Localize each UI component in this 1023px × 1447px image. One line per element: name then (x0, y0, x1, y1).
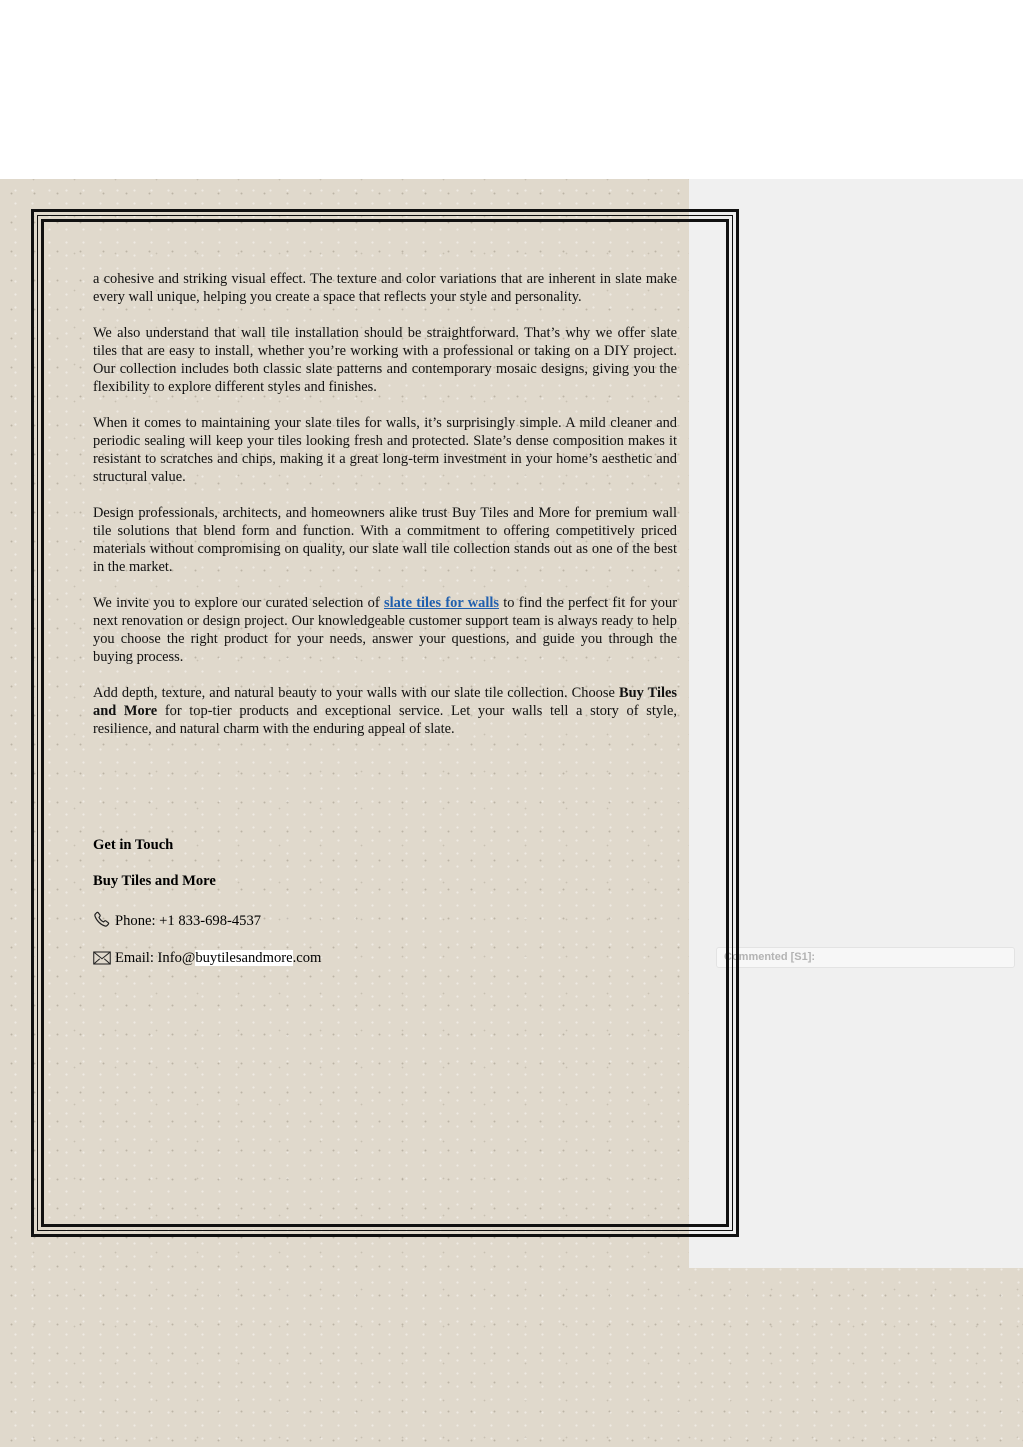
contact-company: Buy Tiles and More (93, 873, 216, 889)
phone-icon (93, 910, 111, 933)
contact-heading: Get in Touch (93, 837, 174, 853)
phone-text: Phone: +1 833-698-4537 (115, 913, 262, 929)
paragraph-text: to find the perfect fit for your next renovation or design project. Our knowledgeable customer support team is always ready to help you choose the right product for your needs, answer your questions, and guide you through the buying process. (93, 595, 677, 665)
paragraph-text: Add depth, texture, and natural beauty to your walls with our slate tile collection. Choose (93, 685, 619, 701)
paragraph-text: We invite you to explore our curated selection of (93, 595, 384, 611)
email-domain-highlight[interactable]: buytilesandmore (195, 950, 293, 966)
paragraph: We also understand that wall tile installation should be straightforward. That’s why we offer slate tiles that are easy to install, whether you’re working with a professional or taking on a DIY project. Our collection includes both classic slate patterns and contemporary mosaic designs, giving you the flexibility to explore different styles and finishes. (93, 325, 677, 395)
paragraph: Design professionals, architects, and homeowners alike trust Buy Tiles and More for premium wall tile solutions that blend form and function. With a commitment to offering competitively priced materials without compromising on quality, our slate wall tile collection stands out as one of the best in the market. (93, 505, 677, 575)
paragraph: a cohesive and striking visual effect. The texture and color variations that are inherent in slate make every wall unique, helping you create a space that reflects your style and personality. (93, 271, 677, 305)
contact-phone (93, 910, 261, 933)
contact-email (93, 949, 321, 970)
comment-balloon[interactable]: Commented [S1]: (716, 947, 1015, 968)
paragraph (93, 594, 677, 666)
article-body (93, 270, 677, 756)
envelope-icon (93, 951, 111, 970)
paragraph (93, 684, 677, 738)
comment-pane (689, 179, 1023, 1268)
company-name-bold: Buy Tiles and More (93, 685, 677, 719)
slate-tiles-link[interactable]: slate tiles for walls (383, 595, 499, 611)
paragraph-text: for top-tier products and exceptional service. Let your walls tell a story of style, resilience, and natural charm with the enduring appeal of slate. (93, 703, 677, 737)
paragraph: When it comes to maintaining your slate tiles for walls, it’s surprisingly simple. A mild cleaner and periodic sealing will keep your tiles looking fresh and protected. Slate’s dense composition makes it resistant to scratches and chips, making it a great long-term investment in your home’s aesthetic and structural value. (93, 415, 677, 485)
email-prefix: Email: Info@ (115, 950, 196, 966)
email-suffix: .com (292, 950, 322, 966)
